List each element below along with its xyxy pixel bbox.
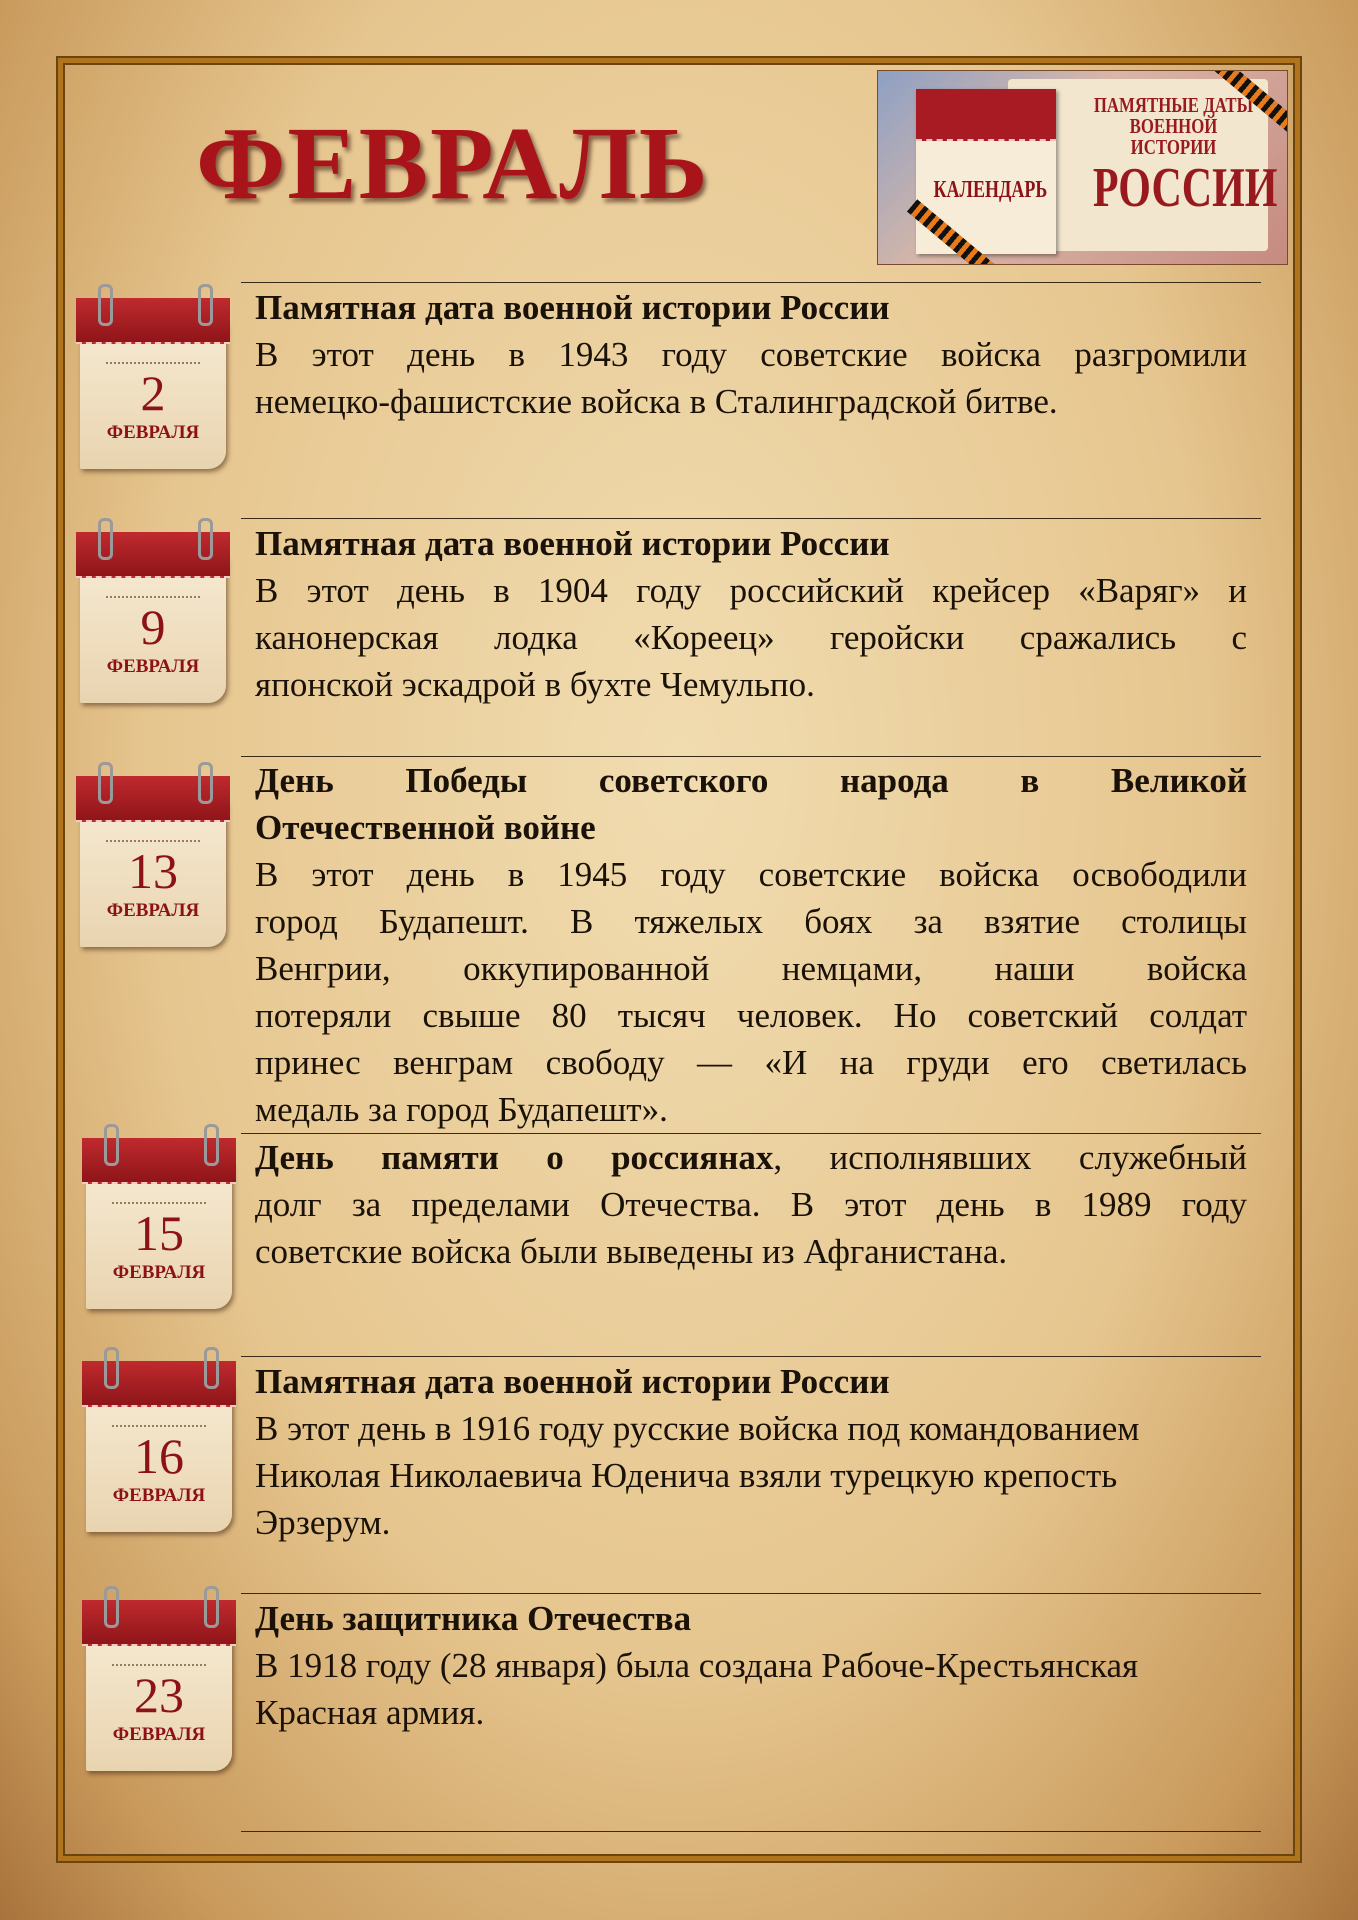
calendar-date-icon: 15 ФЕВРАЛЯ bbox=[82, 1124, 236, 1311]
calendar-date-icon: 2 ФЕВРАЛЯ bbox=[76, 284, 230, 471]
divider bbox=[241, 1356, 1261, 1357]
entry-text-line: долг за пределами Отечества. В этот день в 1989 году bbox=[255, 1185, 1247, 1224]
entry-feb-16 bbox=[255, 1358, 1247, 1546]
entry-text-line: Венгрии, оккупированной немцами, наши войска bbox=[255, 949, 1247, 988]
calendar-date-icon: 13 ФЕВРАЛЯ bbox=[76, 762, 230, 949]
entry-feb-13 bbox=[255, 757, 1247, 1133]
logo-line-2: ВОЕННОЙ ИСТОРИИ bbox=[1129, 114, 1218, 159]
divider bbox=[241, 1831, 1261, 1832]
entry-text-line: медаль за город Будапешт». bbox=[255, 1090, 668, 1129]
entry-text-line: немецко-фашистские войска в Сталинградской битве. bbox=[255, 382, 1058, 421]
entry-text-line: принес венграм свободу — «И на груди его светилась bbox=[255, 1043, 1247, 1082]
entry-heading: Памятная дата военной истории России bbox=[255, 524, 890, 563]
entry-heading: День Победы советского народа в Великой bbox=[255, 761, 1247, 800]
page-title: ФЕВРАЛЬ bbox=[196, 106, 710, 221]
calendar-logo bbox=[877, 70, 1288, 265]
entry-text-line: японской эскадрой в бухте Чемульпо. bbox=[255, 665, 815, 704]
entry-text-line: В этот день в 1943 году советские войска разгромили bbox=[255, 335, 1247, 374]
entry-feb-15 bbox=[255, 1134, 1247, 1275]
entry-text-line: советские войска были выведены из Афганистана. bbox=[255, 1232, 1008, 1271]
divider bbox=[241, 518, 1261, 519]
entry-feb-2 bbox=[255, 284, 1247, 425]
entry-text-line: потеряли свыше 80 тысяч человек. Но советский солдат bbox=[255, 996, 1247, 1035]
entry-text-line: канонерская лодка «Кореец» геройски сражались с bbox=[255, 618, 1247, 657]
entry-heading: Отечественной войне bbox=[255, 808, 596, 847]
calendar-date-icon: 16 ФЕВРАЛЯ bbox=[82, 1347, 236, 1534]
entry-text: , исполнявших служебный bbox=[773, 1138, 1247, 1177]
entry-feb-23 bbox=[255, 1595, 1247, 1736]
calendar-date-icon: 23 ФЕВРАЛЯ bbox=[82, 1586, 236, 1773]
entry-text-line: Николая Николаевича Юденича взяли турецкую крепость bbox=[255, 1456, 1118, 1495]
logo-calendar-label: КАЛЕНДАРЬ bbox=[933, 177, 1048, 203]
entry-text-line: Красная армия. bbox=[255, 1693, 485, 1732]
calendar-date-icon: 9 ФЕВРАЛЯ bbox=[76, 518, 230, 705]
entry-text-line: В этот день в 1916 году русские войска под командованием bbox=[255, 1409, 1140, 1448]
divider bbox=[241, 1593, 1261, 1594]
divider bbox=[241, 282, 1261, 283]
entry-text-line: В 1918 году (28 января) была создана Рабоче-Крестьянская bbox=[255, 1646, 1139, 1685]
entry-feb-9 bbox=[255, 520, 1247, 708]
logo-line-1: ПАМЯТНЫЕ ДАТЫ bbox=[1093, 93, 1254, 117]
entry-text-line: город Будапешт. В тяжелых боях за взятие столицы bbox=[255, 902, 1247, 941]
entry-heading: День памяти о россиянах bbox=[255, 1138, 774, 1177]
entry-heading: Памятная дата военной истории России bbox=[255, 288, 890, 327]
entry-text-line: В этот день в 1945 году советские войска освободили bbox=[255, 855, 1247, 894]
entry-text-line: Эрзерум. bbox=[255, 1503, 391, 1542]
entry-text-line: В этот день в 1904 году российский крейсер «Варяг» и bbox=[255, 571, 1247, 610]
entry-heading: День защитника Отечества bbox=[255, 1599, 692, 1638]
entry-heading: Памятная дата военной истории России bbox=[255, 1362, 890, 1401]
logo-line-3: РОССИИ bbox=[1092, 157, 1278, 219]
